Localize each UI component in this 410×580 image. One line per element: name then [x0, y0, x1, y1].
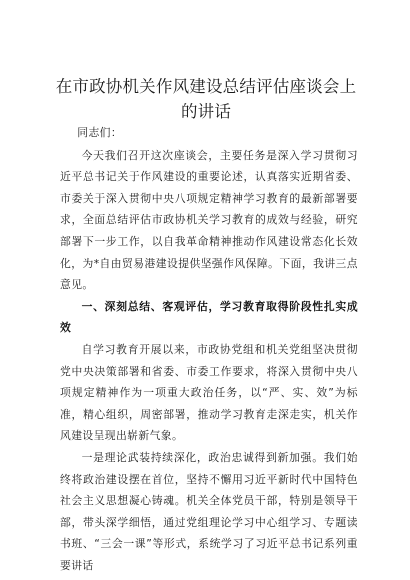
- body-paragraph: 自学习教育开展以来，市政协党组和机关党组坚决贯彻党中央决策部署和省委、市委工作要求，将深入贯彻中央八项规定精神作为一项重大政治任务，以“严、实、效”为标准，精心组织，周密部署，推动学习教育走深走实，机关作风建设呈现出崭新气象。: [60, 342, 358, 443]
- body-paragraph: 一是理论武装持续深化，政治忠诚得到新加强。我们始终将政治建设摆在首位，坚持不懈用习近平新时代中国特色社会主义思想凝心铸魂。机关全体党员干部，特别是领导干部，带头深学细悟，通过党组理论学习中心组学习、专题读书班、“三会一课”等形式，系统学习了习近平总书记系列重要讲话: [60, 450, 358, 572]
- document-title: 在市政协机关作风建设总结评估座谈会上的讲话: [55, 77, 357, 121]
- section-heading: 一、深刻总结、客观评估，学习教育取得阶段性扎实成效: [60, 299, 358, 335]
- salutation: 同志们：: [77, 126, 123, 139]
- intro-paragraph: 今天我们召开这次座谈会，主要任务是深入学习贯彻习近平总书记关于作风建设的重要论述，认真落实近期省委、市委关于深入贯彻中央八项规定精神学习教育的最新部署要求，全面总结评估市政协机关学习教育的成效与经验，研究部署下一步工作，以自我革命精神推动作风建设常态化长效化，为*自由贸易港建设提供坚强作风保障。下面，我讲三点意见。: [60, 148, 358, 292]
- document-body: [60, 122, 358, 576]
